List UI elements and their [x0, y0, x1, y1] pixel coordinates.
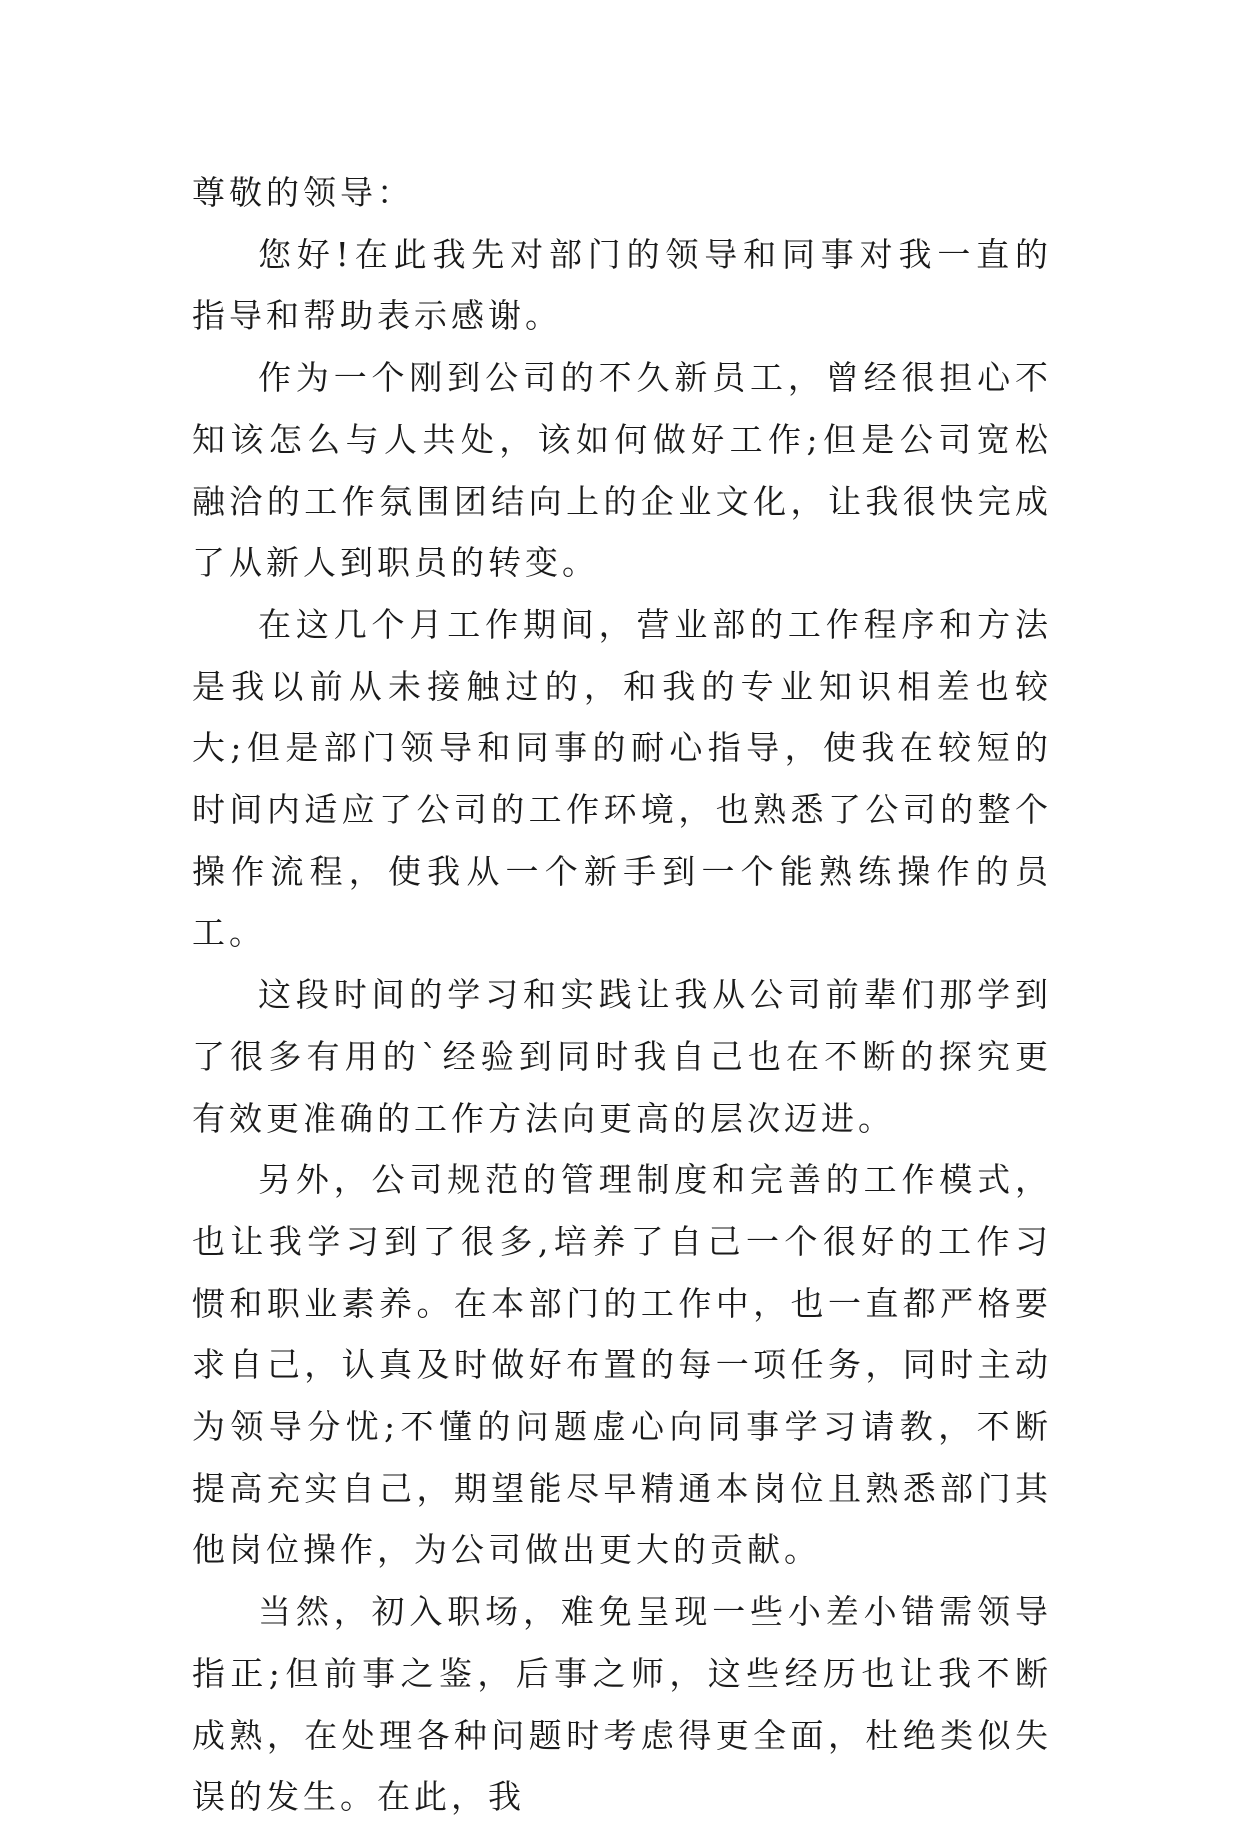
paragraph-new-employee: 作为一个刚到公司的不久新员工，曾经很担心不知该怎么与人共处，该如何做好工作;但是公司宽松融洽的工作氛围团结向上的企业文化，让我很快完成了从新人到职员的转变。 [192, 358, 1052, 583]
paragraph-learning: 这段时间的学习和实践让我从公司前辈们那学到了很多有用的`经验到同时我自己也在不断的探究更有效更准确的工作方法向更高的层次迈进。 [192, 975, 1052, 1138]
letter-body [192, 162, 1052, 1828]
paragraph-management: 另外，公司规范的管理制度和完善的工作模式，也让我学习到了很多,培养了自己一个很好的工作习惯和职业素养。在本部门的工作中，也一直都严格要求自己，认真及时做好布置的每一项任务，同时主动为领导分忧;不懂的问题虚心向同事学习请教，不断提高充实自己，期望能尽早精通本岗位且熟悉部门其他岗位操作，为公司做出更大的贡献。 [192, 1160, 1052, 1570]
paragraph-greeting: 您好!在此我先对部门的领导和同事对我一直的指导和帮助表示感谢。 [192, 234, 1052, 336]
paragraph-mistakes: 当然，初入职场，难免呈现一些小差小错需领导指正;但前事之鉴，后事之师，这些经历也让我不断成熟，在处理各种问题时考虑得更全面，杜绝类似失误的发生。在此，我 [192, 1592, 1052, 1817]
salutation: 尊敬的领导： [192, 173, 414, 212]
paragraph-work-period: 在这几个月工作期间，营业部的工作程序和方法是我以前从未接触过的，和我的专业知识相差也较大;但是部门领导和同事的耐心指导，使我在较短的时间内适应了公司的工作环境，也熟悉了公司的整个操作流程，使我从一个新手到一个能熟练操作的员工。 [192, 604, 1052, 953]
